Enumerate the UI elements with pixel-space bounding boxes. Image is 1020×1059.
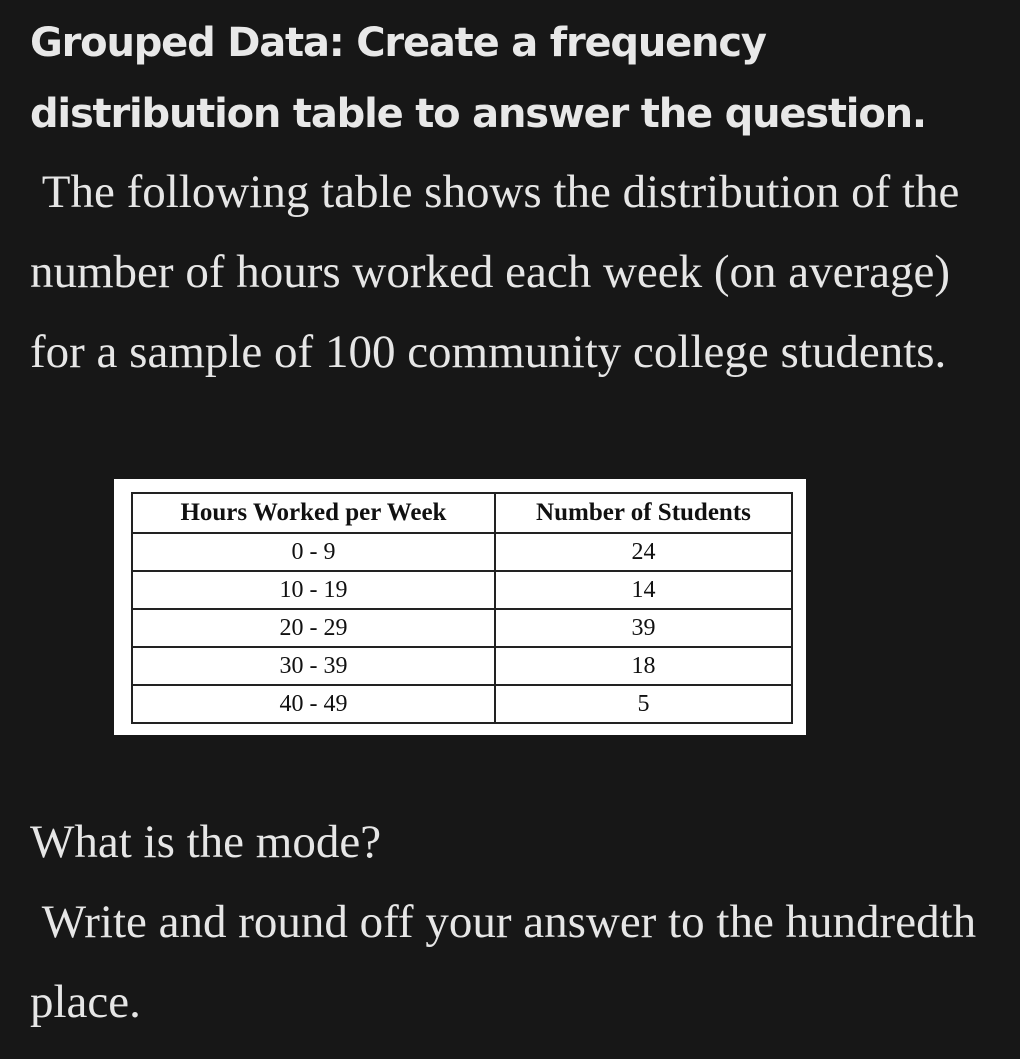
table-header-row (132, 493, 792, 533)
table-image (114, 479, 806, 735)
cell-hours: 10 - 19 (132, 571, 495, 609)
cell-students: 5 (495, 685, 792, 723)
cell-students: 24 (495, 533, 792, 571)
table-row (132, 609, 792, 647)
cell-students: 18 (495, 647, 792, 685)
cell-students: 39 (495, 609, 792, 647)
table-row (132, 571, 792, 609)
instruction-text: Write and round off your answer to the hundredth place. (30, 896, 977, 1028)
cell-students: 14 (495, 571, 792, 609)
table-row (132, 647, 792, 685)
intro-text: The following table shows the distribution of the number of hours worked each week (on average) for a sample of 100 community college students. (30, 166, 960, 378)
cell-hours: 20 - 29 (132, 609, 495, 647)
cell-hours: 30 - 39 (132, 647, 495, 685)
table-row (132, 685, 792, 723)
question-heading: Grouped Data: Create a frequency distribution table to answer the question. (30, 20, 926, 137)
header-hours: Hours Worked per Week (132, 493, 495, 533)
cell-hours: 0 - 9 (132, 533, 495, 571)
intro-paragraph (30, 152, 1005, 392)
question-text: What is the mode? (30, 816, 382, 868)
cell-hours: 40 - 49 (132, 685, 495, 723)
table-row (132, 533, 792, 571)
frequency-table (131, 492, 793, 724)
instruction-paragraph (30, 882, 1005, 1042)
header-students: Number of Students (495, 493, 792, 533)
